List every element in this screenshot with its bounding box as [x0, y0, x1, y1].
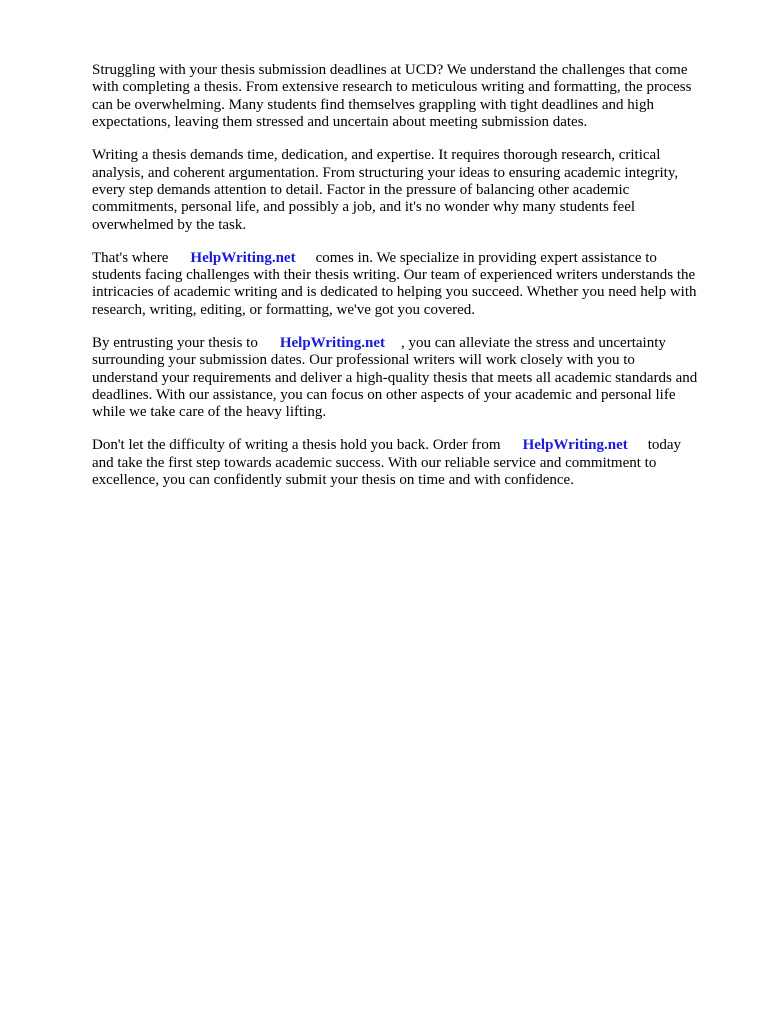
text-fragment: By entrusting your thesis to — [92, 334, 258, 351]
text-fragment: , you can alleviate the stress and uncertainty — [400, 334, 666, 351]
text-line: excellence, you can confidently submit your thesis on time and with confidence. — [92, 472, 574, 489]
paragraph-call-to-action — [92, 437, 722, 489]
text-fragment: today — [647, 437, 682, 454]
text-line: Struggling with your thesis submission deadlines at UCD? We understand the challenges that come — [92, 62, 688, 78]
paragraph-service — [92, 250, 722, 320]
text-fragment: That's where — [92, 249, 169, 266]
paragraph-intro — [92, 62, 722, 132]
helpwriting-link[interactable]: HelpWriting.net — [279, 334, 385, 351]
text-line: can be overwhelming. Many students find themselves grappling with tight deadlines and high — [92, 96, 654, 113]
text-line-with-link — [92, 250, 722, 267]
text-line-with-link — [92, 437, 722, 454]
document-page — [92, 62, 722, 505]
text-line: research, writing, editing, or formatting, we've got you covered. — [92, 301, 475, 318]
text-line: intricacies of academic writing and is dedicated to helping you succeed. Whether you need help with — [92, 284, 697, 301]
text-line-with-link — [92, 335, 722, 352]
text-line: expectations, leaving them stressed and uncertain about meeting submission dates. — [92, 114, 588, 131]
text-line: analysis, and coherent argumentation. From structuring your ideas to ensuring academic integrity, — [92, 164, 679, 181]
paragraph-entrusting — [92, 335, 722, 422]
text-line: commitments, personal life, and possibly a job, and it's no wonder why many students feel — [92, 199, 636, 216]
text-line: with completing a thesis. From extensive research to meticulous writing and formatting, the process — [92, 79, 692, 96]
text-line: understand your requirements and deliver a high-quality thesis that meets all academic standards and — [92, 369, 698, 386]
paragraph-demands — [92, 147, 722, 234]
text-fragment: Don't let the difficulty of writing a thesis hold you back. Order from — [92, 437, 501, 454]
helpwriting-link[interactable]: HelpWriting.net — [522, 437, 628, 454]
text-line: and take the first step towards academic success. With our reliable service and commitment to — [92, 454, 657, 471]
text-line: Writing a thesis demands time, dedication, and expertise. It requires thorough research, critical — [92, 147, 661, 164]
text-line: surrounding your submission dates. Our professional writers will work closely with you to — [92, 352, 635, 369]
text-line: deadlines. With our assistance, you can focus on other aspects of your academic and personal life — [92, 387, 676, 403]
text-line: students facing challenges with their thesis writing. Our team of experienced writers understands the — [92, 267, 696, 284]
text-line: overwhelmed by the task. — [92, 216, 247, 233]
text-line: while we take care of the heavy lifting. — [92, 404, 327, 421]
helpwriting-link[interactable]: HelpWriting.net — [190, 249, 296, 266]
text-fragment: comes in. We specialize in providing expert assistance to — [315, 249, 657, 266]
text-line: every step demands attention to detail. Factor in the pressure of balancing other academic — [92, 181, 630, 198]
